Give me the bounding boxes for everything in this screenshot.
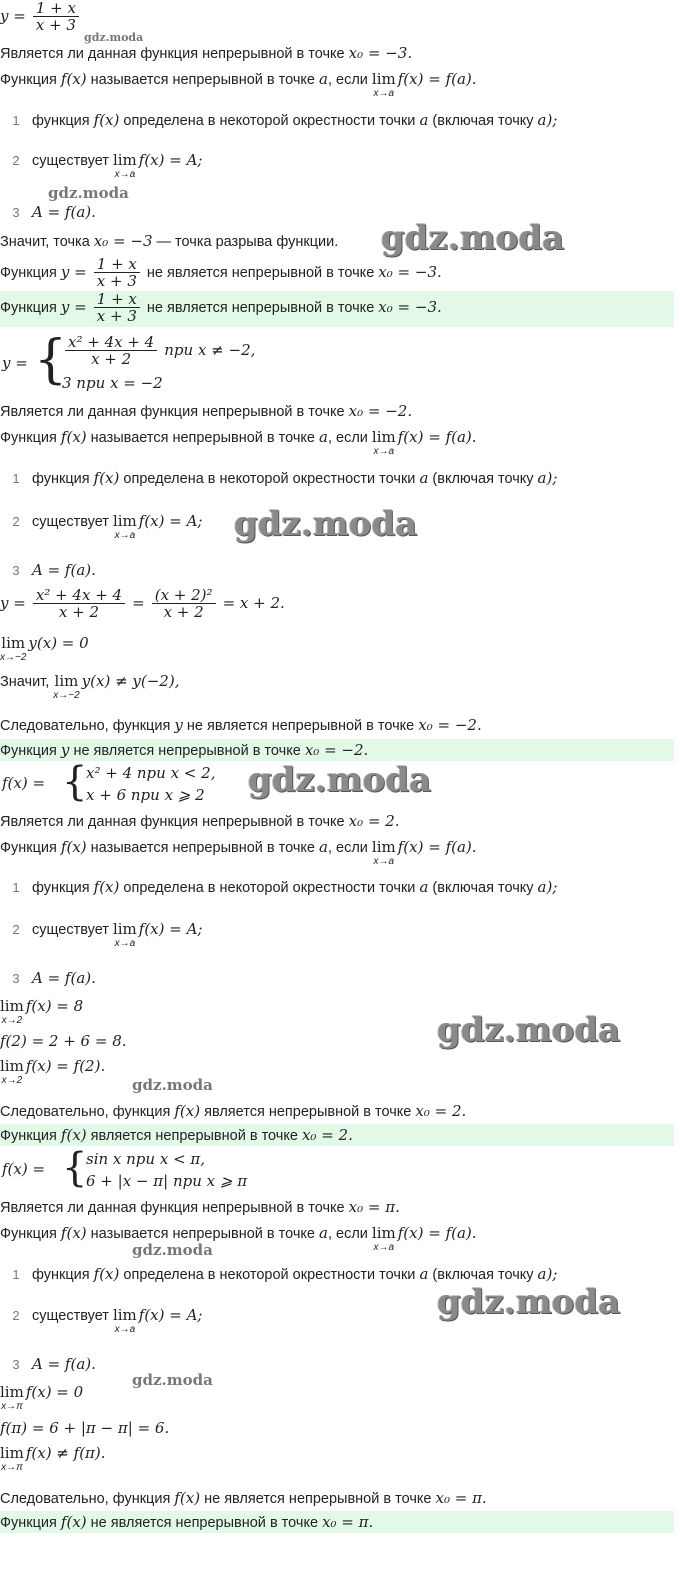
p3-answer: Функция f(x) является непрерывной в точке x₀ = 2.	[0, 1126, 353, 1144]
p4-value: f(π) = 6 + |π − π| = 6.	[0, 1419, 170, 1437]
watermark: gdz.moda	[132, 1371, 213, 1389]
p4-step-2: 2 существует lim x→a f(x) = A;	[12, 1306, 203, 1335]
p3-step-2: 2 существует lim x→a f(x) = A;	[12, 920, 203, 949]
p2-question: Является ли данная функция непрерывной в точке x₀ = −2.	[0, 402, 413, 420]
p1-answer: Функция y = $\frac{1 + x}{x + 3}$ не является непрерывной в точке x₀ = −3.	[0, 290, 442, 325]
p1-step-2: 2 существует lim x→a f(x) = A;	[12, 151, 203, 180]
p4-conclusion: Следовательно, функция f(x) не является непрерывной в точке x₀ = π.	[0, 1489, 487, 1507]
p3-step-3: 3 A = f(a).	[12, 969, 96, 987]
p2-simplify: y = $\frac{\text{x² + 4x + 4}}{x + 2}$ = $\frac{\text{(x + 2)²}}{x + 2}$ = x + 2.	[0, 586, 285, 621]
p2-function-def: y = { $\frac{\text{x² + 4x + 4}}{x + 2}$ при x ≠ −2, 3 при x = −2	[2, 330, 256, 392]
p2-step-3: 3 A = f(a).	[12, 561, 96, 579]
watermark: gdz.moda	[234, 504, 418, 544]
p4-function-def: f(x) = { sin x при x < π, 6 + |x − π| при x ⩾ π	[2, 1145, 248, 1191]
p3-definition: Функция f(x) называется непрерывной в точке a, если lim x→a f(x) = f(a).	[0, 838, 477, 867]
p4-limit: lim x→π f(x) = 0	[0, 1383, 84, 1412]
p4-answer: Функция f(x) не является непрерывной в точке x₀ = π.	[0, 1513, 374, 1531]
p3-limit: lim x→2 f(x) = 8	[0, 997, 84, 1026]
watermark: gdz.moda	[132, 1076, 213, 1094]
watermark: gdz.moda	[84, 31, 144, 44]
p4-question: Является ли данная функция непрерывной в точке x₀ = π.	[0, 1198, 400, 1216]
watermark: gdz.moda	[381, 218, 565, 258]
p1-step-3: 3 A = f(a).	[12, 203, 96, 221]
p3-question: Является ли данная функция непрерывной в точке x₀ = 2.	[0, 812, 400, 830]
p3-step-1: 1 функция f(x) определена в некоторой окрестности точки a (включая точку a);	[12, 878, 558, 896]
p4-step-3: 3 A = f(a).	[12, 1355, 96, 1373]
p1-definition: Функция f(x) называется непрерывной в точке a, если lim x→a f(x) = f(a).	[0, 70, 477, 99]
watermark: gdz.moda	[437, 1282, 621, 1322]
p2-step-1: 1 функция f(x) определена в некоторой окрестности точки a (включая точку a);	[12, 469, 558, 487]
p2-step-2: 2 существует lim x→a f(x) = A;	[12, 512, 203, 541]
p2-answer: Функция y не является непрерывной в точке x₀ = −2.	[0, 741, 369, 759]
p1-result: Функция y = $\frac{1 + x}{x + 3}$ не является непрерывной в точке x₀ = −3.	[0, 255, 442, 290]
watermark: gdz.moda	[132, 1241, 213, 1259]
p4-definition: Функция f(x) называется непрерывной в точке a, если lim x→a f(x) = f(a).	[0, 1224, 477, 1253]
watermark: gdz.moda	[437, 1010, 621, 1050]
p3-conclusion: Следовательно, функция f(x) является непрерывной в точке x₀ = 2.	[0, 1102, 467, 1120]
p4-limit-neq: lim x→π f(x) ≠ f(π).	[0, 1444, 106, 1473]
p3-limit-eq: lim x→2 f(x) = f(2).	[0, 1057, 106, 1086]
watermark: gdz.moda	[48, 184, 129, 202]
watermark: gdz.moda	[248, 760, 432, 800]
p2-limit: lim x→−2 y(x) = 0	[0, 634, 89, 663]
p2-definition: Функция f(x) называется непрерывной в точке a, если lim x→a f(x) = f(a).	[0, 428, 477, 457]
p1-conclusion-break: Значит, точка x₀ = −3 — точка разрыва функции.	[0, 232, 339, 250]
p1-step-1: 1 функция f(x) определена в некоторой окрестности точки a (включая точку a);	[12, 111, 558, 129]
p2-conclusion: Следовательно, функция y не является непрерывной в точке x₀ = −2.	[0, 716, 482, 734]
p1-function-def: y = $\frac{1 + x}{x + 3}$	[0, 0, 82, 34]
p3-value: f(2) = 2 + 6 = 8.	[0, 1032, 127, 1050]
p1-question: Является ли данная функция непрерывной в точке x₀ = −3.	[0, 44, 413, 62]
p3-function-def: f(x) = { x² + 4 при x < 2, x + 6 при x ⩾ 2	[2, 759, 216, 805]
p2-limit-neq: Значит, lim x→−2 y(x) ≠ y(−2),	[0, 672, 180, 701]
p4-step-1: 1 функция f(x) определена в некоторой окрестности точки a (включая точку a);	[12, 1265, 558, 1283]
